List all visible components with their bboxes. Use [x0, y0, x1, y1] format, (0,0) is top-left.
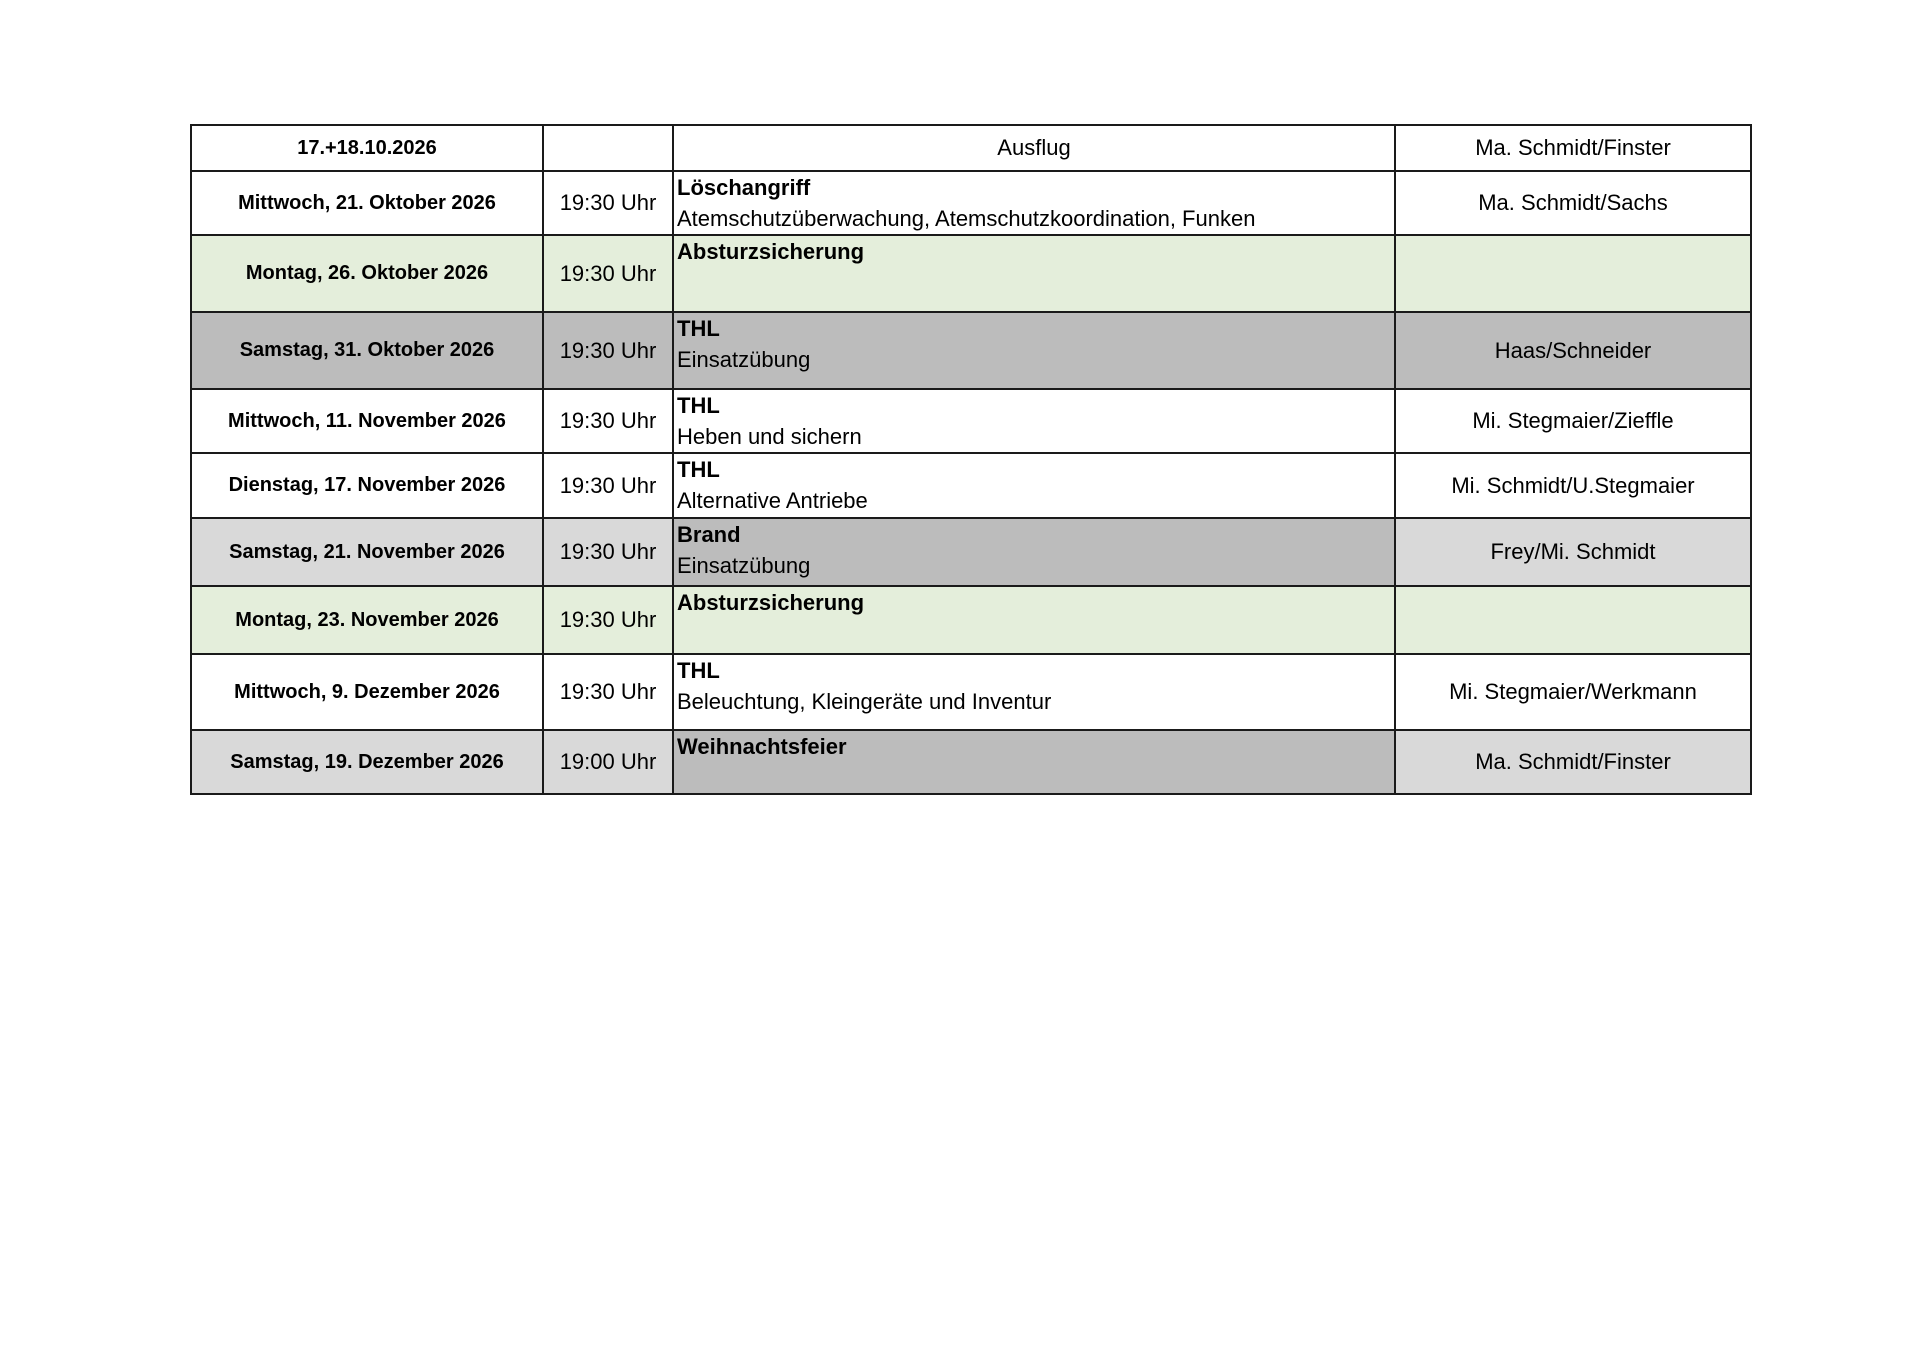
time-cell: 19:00 Uhr: [543, 730, 673, 794]
topic-subtitle: Atemschutzüberwachung, Atemschutzkoordination, Funken: [677, 206, 1256, 231]
time-cell: 19:30 Uhr: [543, 171, 673, 235]
topic-cell: [673, 730, 1395, 794]
topic-title: THL: [677, 457, 720, 482]
responsible-cell: Mi. Stegmaier/Werkmann: [1395, 654, 1751, 730]
time-cell: 19:30 Uhr: [543, 312, 673, 389]
topic-subtitle: Heben und sichern: [677, 424, 862, 449]
responsible-cell: Ma. Schmidt/Finster: [1395, 125, 1751, 171]
date-cell: Dienstag, 17. November 2026: [191, 453, 543, 518]
time-cell: 19:30 Uhr: [543, 235, 673, 312]
date-cell: Samstag, 21. November 2026: [191, 518, 543, 586]
time-cell: 19:30 Uhr: [543, 389, 673, 453]
table-row: [191, 654, 1751, 730]
schedule-table: [190, 124, 1752, 795]
schedule-sheet: [190, 124, 1750, 795]
responsible-cell: [1395, 235, 1751, 312]
date-cell: Samstag, 31. Oktober 2026: [191, 312, 543, 389]
table-row: [191, 389, 1751, 453]
time-cell: 19:30 Uhr: [543, 586, 673, 654]
table-row: [191, 730, 1751, 794]
topic-title: THL: [677, 658, 720, 683]
table-row: [191, 171, 1751, 235]
topic-cell: [673, 586, 1395, 654]
responsible-cell: Ma. Schmidt/Finster: [1395, 730, 1751, 794]
date-cell: Mittwoch, 21. Oktober 2026: [191, 171, 543, 235]
time-cell: 19:30 Uhr: [543, 654, 673, 730]
topic-cell: [673, 171, 1395, 235]
topic-cell: [673, 518, 1395, 586]
time-cell: 19:30 Uhr: [543, 518, 673, 586]
responsible-cell: Haas/Schneider: [1395, 312, 1751, 389]
topic-cell: [673, 312, 1395, 389]
date-cell: Montag, 23. November 2026: [191, 586, 543, 654]
responsible-cell: [1395, 586, 1751, 654]
topic-title: Brand: [677, 522, 741, 547]
responsible-cell: Mi. Stegmaier/Zieffle: [1395, 389, 1751, 453]
table-row: [191, 125, 1751, 171]
topic-title: Absturzsicherung: [677, 590, 865, 615]
table-row: [191, 235, 1751, 312]
table-row: [191, 453, 1751, 518]
table-row: [191, 312, 1751, 389]
date-cell: Montag, 26. Oktober 2026: [191, 235, 543, 312]
topic-title: THL: [677, 393, 720, 418]
topic-subtitle: Beleuchtung, Kleingeräte und Inventur: [677, 689, 1052, 714]
responsible-cell: Mi. Schmidt/U.Stegmaier: [1395, 453, 1751, 518]
topic-title: Löschangriff: [677, 175, 811, 200]
date-cell: Mittwoch, 9. Dezember 2026: [191, 654, 543, 730]
topic-cell: [673, 654, 1395, 730]
topic-title: THL: [677, 316, 720, 341]
date-cell: Samstag, 19. Dezember 2026: [191, 730, 543, 794]
topic-subtitle: Einsatzübung: [677, 553, 811, 578]
topic-subtitle: Einsatzübung: [677, 347, 811, 372]
topic-cell: [673, 235, 1395, 312]
topic-title: Absturzsicherung: [677, 239, 865, 264]
time-cell: [543, 125, 673, 171]
table-row: [191, 586, 1751, 654]
topic-title: Weihnachtsfeier: [677, 734, 847, 759]
topic-cell: [673, 453, 1395, 518]
topic-subtitle: Alternative Antriebe: [677, 488, 868, 513]
topic-cell: [673, 389, 1395, 453]
responsible-cell: Frey/Mi. Schmidt: [1395, 518, 1751, 586]
date-cell: 17.+18.10.2026: [191, 125, 543, 171]
date-cell: Mittwoch, 11. November 2026: [191, 389, 543, 453]
time-cell: 19:30 Uhr: [543, 453, 673, 518]
table-row: [191, 518, 1751, 586]
responsible-cell: Ma. Schmidt/Sachs: [1395, 171, 1751, 235]
topic-cell: Ausflug: [673, 125, 1395, 171]
